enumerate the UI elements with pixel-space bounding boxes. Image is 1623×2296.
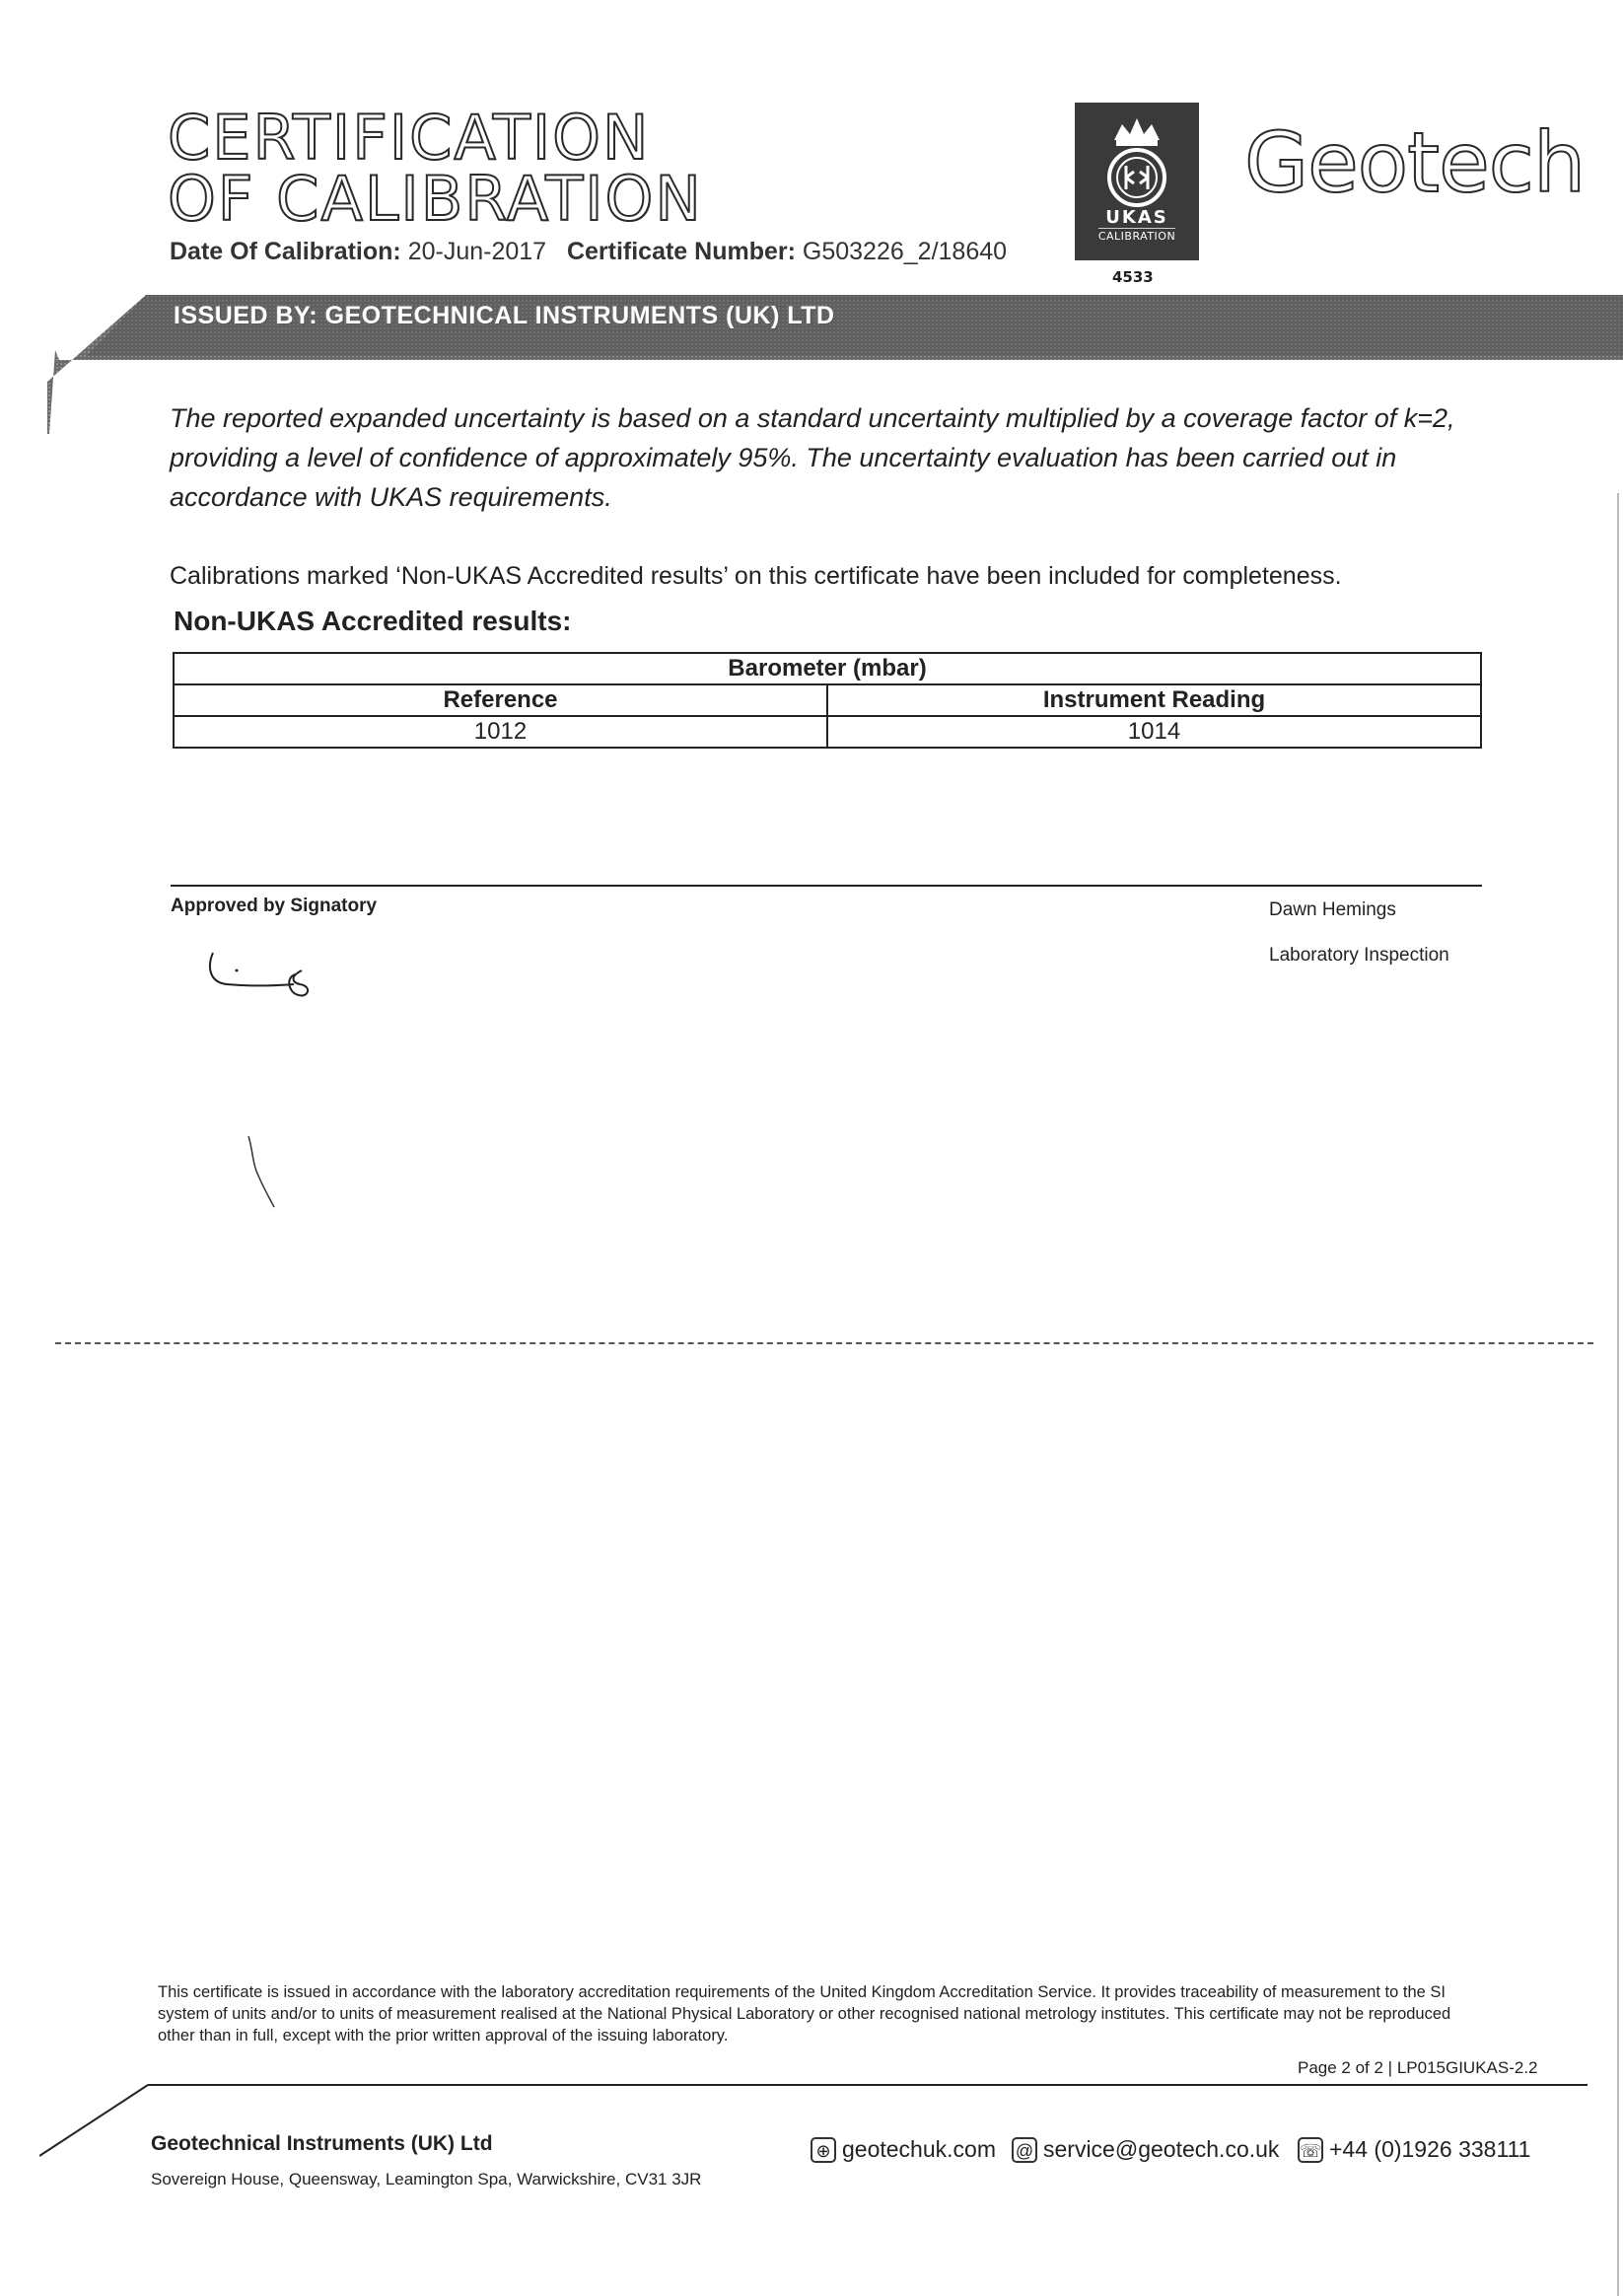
- page-reference: Page 2 of 2 | LP015GIUKAS-2.2: [1298, 2058, 1538, 2077]
- geotech-logo: Geotech: [1244, 114, 1586, 211]
- company-name: Geotechnical Instruments (UK) Ltd: [151, 2132, 493, 2155]
- signatory-name: Dawn Hemings: [1269, 899, 1396, 920]
- date-label: Date Of Calibration:: [170, 238, 401, 265]
- date-value: 20-Jun-2017: [407, 238, 547, 265]
- phone-icon: ☏: [1298, 2137, 1323, 2163]
- website-link[interactable]: geotechuk.com: [842, 2136, 996, 2162]
- non-ukas-heading: Non-UKAS Accredited results:: [174, 606, 572, 636]
- handwritten-signature: [197, 947, 345, 1016]
- at-icon: @: [1012, 2137, 1037, 2163]
- ukas-accreditation-number: 4533: [1112, 268, 1154, 286]
- uncertainty-statement: The reported expanded uncertainty is based on a standard uncertainty multiplied by a coverage factor of k=2, providing a level of confidence of approximately 95%. The uncertainty evaluation has been carried out in accordance with UKAS requirements.: [170, 403, 1455, 512]
- certificate-title-line-2: OF CALIBRATION: [168, 163, 703, 235]
- issued-by-text: ISSUED BY: GEOTECHNICAL INSTRUMENTS (UK) LTD: [174, 302, 835, 329]
- scan-edge-shadow: [1617, 493, 1619, 2296]
- pen-stroke-mark: [245, 1134, 284, 1213]
- ukas-logo: [1075, 103, 1199, 260]
- crown-icon: [1075, 103, 1199, 211]
- instrument-reading-value: 1014: [827, 716, 1481, 748]
- column-header-reference: Reference: [174, 684, 827, 716]
- ukas-sublabel: CALIBRATION: [1097, 230, 1176, 243]
- signatory-role: Laboratory Inspection: [1269, 945, 1449, 966]
- certificate-number-label: Certificate Number:: [566, 238, 796, 265]
- table-title: Barometer (mbar): [174, 653, 1481, 684]
- non-ukas-note: Calibrations marked ‘Non-UKAS Accredited results’ on this certificate have been included for completeness.: [170, 562, 1342, 590]
- website-contact[interactable]: [811, 2136, 996, 2163]
- email-link[interactable]: service@geotech.co.uk: [1043, 2136, 1280, 2162]
- accreditation-statement: This certificate is issued in accordance with the laboratory accreditation requirements of the United Kingdom Accreditation Service. It provides traceability of measurement to the SI system of units and/or to units of measurement realised at the National Physical Laboratory or other recognised national metrology institutes. This certificate may not be reproduced other than in full, except with the prior written approval of the issuing laboratory.: [158, 1983, 1451, 2045]
- column-header-instrument-reading: Instrument Reading: [827, 684, 1481, 716]
- table-row: [174, 716, 1481, 748]
- calibration-meta: [170, 238, 1007, 266]
- email-contact[interactable]: [1012, 2136, 1279, 2163]
- signature-divider: [171, 885, 1482, 887]
- certificate-number-value: G503226_2/18640: [802, 238, 1008, 265]
- globe-icon: ⊕: [811, 2137, 836, 2163]
- ukas-label: UKAS: [1105, 207, 1168, 228]
- reference-value: 1012: [174, 716, 827, 748]
- approved-by-label: Approved by Signatory: [171, 896, 378, 916]
- barometer-table: [173, 652, 1482, 749]
- phone-number[interactable]: +44 (0)1926 338111: [1329, 2136, 1531, 2162]
- certificate-title-line-1: CERTIFICATION: [168, 102, 651, 174]
- fold-line: [55, 1342, 1593, 1344]
- phone-contact[interactable]: [1298, 2136, 1530, 2163]
- company-address: Sovereign House, Queensway, Leamington Spa, Warwickshire, CV31 3JR: [151, 2170, 702, 2188]
